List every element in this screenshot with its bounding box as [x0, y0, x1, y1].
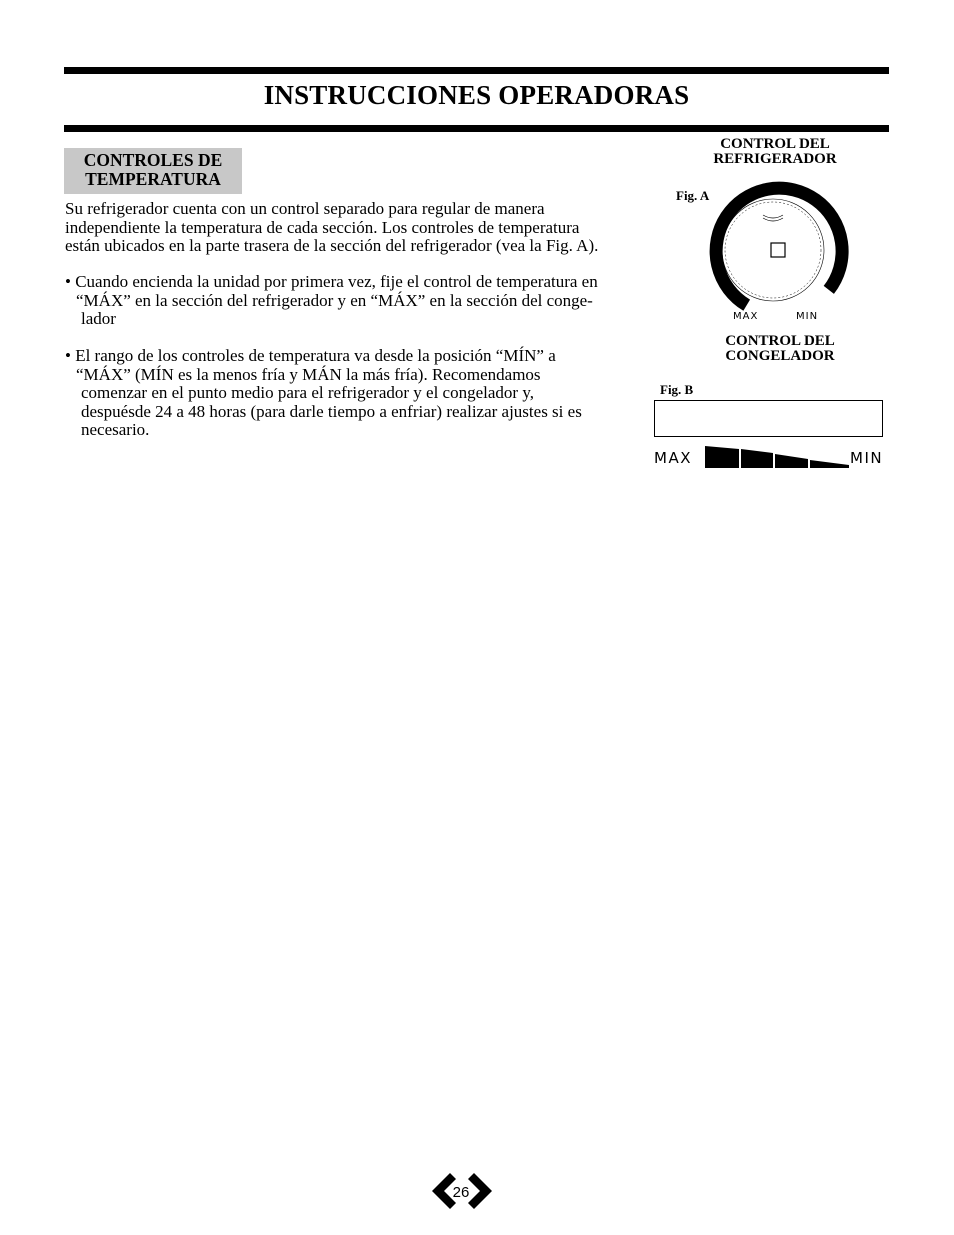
freezer-control-heading-line: CONGELADOR	[725, 348, 835, 364]
fridge-dial-figure	[700, 180, 850, 330]
page-title: INSTRUCCIONES OPERADORAS	[263, 80, 690, 110]
text-line: lador	[81, 309, 116, 328]
section-heading-line: CONTROLES DE	[83, 150, 223, 170]
text-line: Su refrigerador cuenta con un control separado para regular de manera	[65, 199, 545, 218]
dial-indicator-square	[771, 243, 785, 257]
top-rule	[64, 67, 889, 74]
fridge-control-heading	[690, 137, 860, 167]
bullet-item	[65, 347, 665, 440]
fridge-control-heading-line: REFRIGERADOR	[713, 151, 837, 167]
fig-a-label: Fig. A	[676, 188, 710, 203]
bullet-item	[65, 273, 665, 329]
title-underline-rule	[64, 125, 889, 132]
dial-grip-mark	[763, 215, 783, 218]
text-line: despuésde 24 a 48 horas (para darle tiempo a enfriar) realizar ajustes si es	[81, 401, 582, 421]
dial-max-label: MAX	[733, 311, 759, 322]
intro-paragraph	[65, 200, 665, 256]
badge-right-chevron	[468, 1173, 492, 1209]
text-line: comenzar en el punto medio para el refrigerador y el congelador y,	[81, 383, 534, 402]
text-line: necesario.	[81, 420, 150, 439]
wedge-segment	[705, 446, 739, 468]
page-number: 26	[452, 1184, 470, 1201]
text-line: independiente la temperatura de cada sección. Los controles de temperatura	[65, 217, 580, 237]
freezer-min-label: MIN	[850, 449, 884, 467]
freezer-control-heading-line: CONTROL DEL	[725, 333, 835, 349]
wedge-segment	[741, 449, 773, 468]
text-line: están ubicados en la parte trasera de la sección del refrigerador (vea la Fig. A).	[65, 236, 599, 255]
freezer-scale-wedge	[703, 446, 851, 470]
wedge-segment	[810, 460, 849, 468]
wedge-segment	[775, 454, 808, 468]
freezer-control-heading	[695, 334, 865, 364]
text-line: • Cuando encienda la unidad por primera vez, fije el control de temperatura en	[65, 272, 598, 291]
text-line: • El rango de los controles de temperatura va desde la posición “MÍN” a	[65, 346, 556, 365]
fig-b-label: Fig. B	[660, 382, 694, 397]
dial-min-label: MIN	[796, 311, 819, 322]
section-heading	[64, 148, 242, 194]
text-line: “MÁX” (MÍN es la menos fría y MÁN la más fría). Recomendamos	[76, 364, 541, 384]
fridge-control-heading-line: CONTROL DEL	[720, 136, 830, 152]
page-number-badge	[432, 1170, 492, 1212]
section-heading-line: TEMPERATURA	[85, 169, 221, 189]
freezer-max-label: MAX	[654, 449, 692, 467]
text-line: “MÁX” en la sección del refrigerador y en “MÁX” en la sección del conge-	[76, 290, 593, 310]
dial-grip-mark	[763, 218, 783, 221]
freezer-control-slot	[654, 400, 883, 437]
